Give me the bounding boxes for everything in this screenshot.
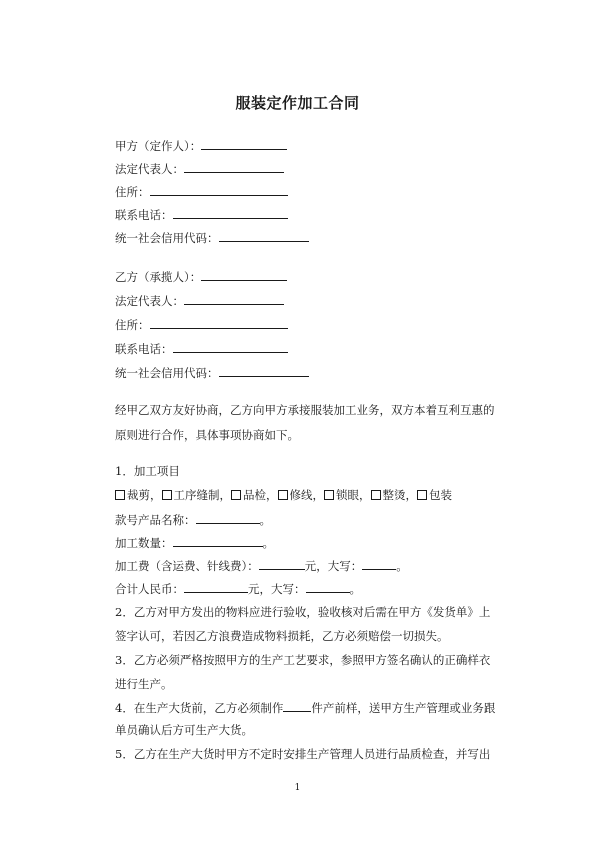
party-b-rep-blank [184, 292, 284, 305]
checkbox-icon [417, 490, 427, 500]
fee-end: 。 [396, 559, 408, 573]
party-b-addr-row [115, 316, 288, 333]
party-a-phone-blank [173, 206, 288, 219]
clause-3-line-1: 3．乙方必须严格按照甲方的生产工艺要求，参照甲方签名确认的正确样衣 [115, 653, 491, 667]
party-b-rep-label: 法定代表人： [115, 294, 184, 308]
clause-4-text-b: 件产前样，送甲方生产管理或业务跟 [311, 701, 496, 715]
quantity-blank [173, 534, 263, 547]
checkbox-icon [324, 490, 334, 500]
item-inspection: 品检， [243, 488, 278, 502]
party-a-rep-blank [184, 160, 284, 173]
party-a-addr-blank [150, 183, 288, 196]
party-a-name-blank [201, 137, 287, 150]
checkbox-icon [115, 490, 125, 500]
clause-4-text-a: 4．在生产大货前，乙方必须制作 [115, 701, 284, 715]
party-a-addr-row [115, 183, 288, 200]
party-b-name-row [115, 268, 287, 285]
item-cutting: 裁剪， [127, 488, 162, 502]
product-name-row [115, 511, 271, 528]
product-name-label: 款号产品名称： [115, 513, 196, 527]
quantity-row [115, 534, 274, 551]
party-b-credit-label: 统一社会信用代码： [115, 366, 219, 380]
party-a-credit-row [115, 229, 309, 246]
contract-title: 服装定作加工合同 [235, 94, 360, 112]
clause-2-line-2: 签字认可，若因乙方浪费造成物料损耗，乙方必须赔偿一切损失。 [115, 629, 449, 643]
clause-5-line-1: 5．乙方在生产大货时甲方不定时安排生产管理人员进行品质检查，并写出 [115, 747, 491, 761]
quantity-end: 。 [262, 536, 274, 550]
checkbox-icon [162, 490, 172, 500]
total-end: 。 [349, 582, 361, 596]
party-b-addr-label: 住所： [115, 318, 150, 332]
party-a-rep-label: 法定代表人： [115, 162, 184, 176]
party-a-credit-blank [219, 229, 309, 242]
party-b-credit-row [115, 364, 309, 381]
fee-label: 加工费（含运费、针线费）： [115, 559, 259, 573]
party-a-addr-label: 住所： [115, 185, 150, 199]
total-blank [184, 580, 248, 593]
total-capital-blank [306, 580, 350, 593]
intro-line-1: 经甲乙双方友好协商，乙方向甲方承接服装加工业务，双方本着互利互惠的 [115, 403, 495, 417]
party-a-phone-row [115, 206, 288, 223]
product-name-end: 。 [259, 513, 271, 527]
party-a-name-label: 甲方（定作人）： [115, 139, 202, 153]
fee-capital-blank [362, 557, 396, 570]
quantity-label: 加工数量： [115, 536, 173, 550]
sample-count-blank [283, 699, 311, 712]
intro-line-2: 原则进行合作，具体事项协商如下。 [115, 428, 299, 442]
party-b-phone-label: 联系电话： [115, 342, 173, 356]
fee-blank [259, 557, 305, 570]
clause-2-line-1: 2．乙方对甲方发出的物料应进行验收，验收核对后需在甲方《发货单》上 [115, 605, 491, 619]
party-a-rep-row [115, 160, 284, 177]
party-a-name-row [115, 137, 287, 154]
party-b-addr-blank [150, 316, 288, 329]
party-b-phone-row [115, 340, 288, 357]
party-b-credit-blank [219, 364, 309, 377]
party-b-name-label: 乙方（承揽人）： [115, 270, 202, 284]
fee-row [115, 557, 408, 574]
item-sewing: 工序缝制， [173, 488, 231, 502]
processing-items-row [115, 487, 452, 503]
party-b-name-blank [201, 268, 287, 281]
checkbox-icon [231, 490, 241, 500]
item-trimming: 修线， [289, 488, 324, 502]
party-a-phone-label: 联系电话： [115, 208, 173, 222]
product-name-blank [196, 511, 260, 524]
total-row [115, 580, 361, 597]
item-buttonhole: 锁眼， [336, 488, 371, 502]
clause-3-line-2: 进行生产。 [115, 677, 173, 691]
party-b-rep-row [115, 292, 284, 309]
checkbox-icon [278, 490, 288, 500]
total-unit: 元，大写： [248, 582, 306, 596]
clause-4-line-2: 单员确认后方可生产大货。 [115, 723, 253, 737]
checkbox-icon [371, 490, 381, 500]
party-b-phone-blank [173, 340, 288, 353]
party-a-credit-label: 统一社会信用代码： [115, 231, 219, 245]
section-1-heading: 1．加工项目 [115, 464, 180, 478]
item-packaging: 包装 [429, 488, 452, 502]
total-label: 合计人民币： [115, 582, 184, 596]
fee-unit: 元，大写： [304, 559, 363, 573]
clause-4-line-1 [115, 699, 495, 716]
item-ironing: 整烫， [382, 488, 417, 502]
page-number: 1 [294, 783, 301, 793]
